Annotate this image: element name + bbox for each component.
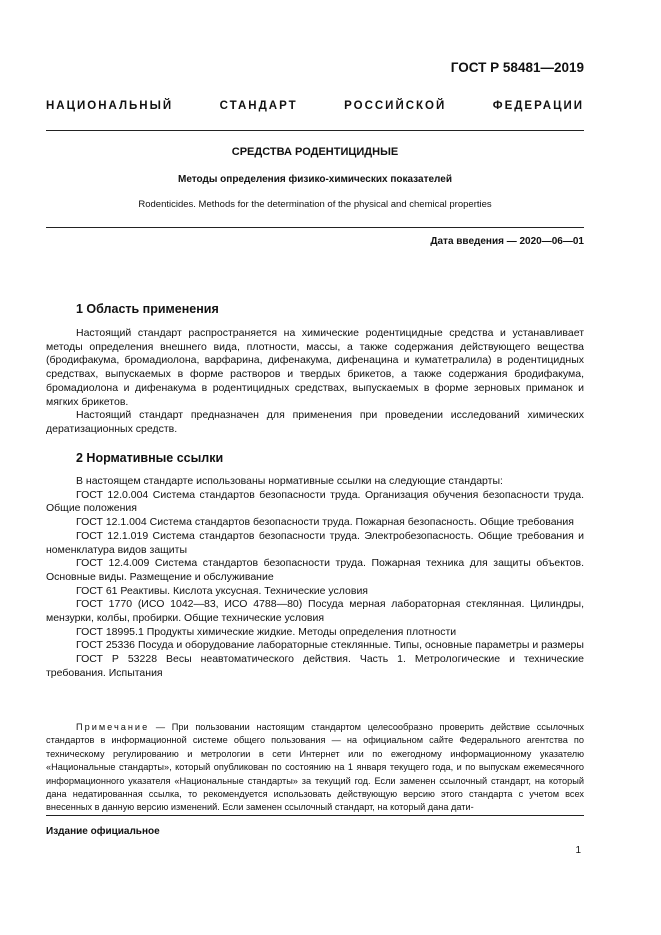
edition-label: Издание официальное [46,826,160,837]
reference-item: ГОСТ 12.0.004 Система стандартов безопасности труда. Организация обучения безопасности труда. Общие положения [46,488,584,515]
reference-item: ГОСТ 61 Реактивы. Кислота уксусная. Технические условия [76,584,368,597]
paragraph: Настоящий стандарт распространяется на химические родентицидные средства и устанавливает методы определения внешнего вида, плотности, массы, а также содержания действующего вещества (бродифакума, бромадиолона, варфарина, дифенакума, дифенацина и куматетралила) в родентицидных средствах, выпускаемых в форме растворов и твердых брикетов, а также содержания бродифакума, бромадиолона и дифенакума в родентицидных средствах, выпускаемых в форме зерновых приманок и мягких брикетов. [46,327,584,408]
reference-item: ГОСТ 12.1.004 Система стандартов безопасности труда. Пожарная безопасность. Общие требования [76,516,574,529]
reference-item: ГОСТ 25336 Посуда и оборудование лабораторные стеклянные. Типы, основные параметры и размеры [76,639,584,652]
footer-rule [46,815,584,816]
national-standard-heading: НАЦИОНАЛЬНЫЙ СТАНДАРТ РОССИЙСКОЙ ФЕДЕРАЦИИ [46,100,584,112]
reference-item: ГОСТ 18995.1 Продукты химические жидкие. Методы определения плотности [76,625,457,638]
section-1-body [46,327,584,437]
reference-item: ГОСТ Р 53228 Весы неавтоматического действия. Часть 1. Метрологические и технические требования. Испытания [46,653,584,679]
paragraph: В настоящем стандарте использованы нормативные ссылки на следующие стандарты: [76,475,503,487]
top-rule [46,130,584,131]
reference-item: ГОСТ 12.1.019 Система стандартов безопасности труда. Электробезопасность. Общие требования и номенклатура видов защиты [46,529,584,556]
paragraph: Настоящий стандарт предназначен для применения при проведении исследований химических дератизационных средств. [46,409,584,435]
section-2-body [46,475,584,681]
reference-item: ГОСТ 1770 (ИСО 1042—83, ИСО 4788—80) Посуда мерная лабораторная стеклянная. Цилиндры, мензурки, колбы, пробирки. Общие технические условия [46,598,584,625]
introduction-date: Дата введения — 2020—06—01 [430,236,584,247]
standard-english-title: Rodenticides. Methods for the determination of the physical and chemical properties [138,199,492,210]
page-number: 1 [575,845,581,856]
note-text: — При пользовании настоящим стандартом целесообразно проверить действие ссылочных стандартов в информационной системе общего пользования — на официальном сайте Федерального агентства по техническому регулированию и метрологии в сети Интернет или по ежегодному информационному указателю «Национальные стандарты», который опубликован по состоянию на 1 января текущего года, и по выпускам ежемесячного информационного указателя «Национальные стандарты» за текущий год. Если заменен ссылочный стандарт, на который дана недатированная ссылка, то рекомендуется использовать действующую версию этого стандарта с учетом всех внесенных в данную версию изменений. Если заменен ссылочный стандарт, на который дана дати- [46,722,584,813]
reference-item: ГОСТ 12.4.009 Система стандартов безопасности труда. Пожарная техника для защиты объектов. Основные виды. Размещение и обслуживание [46,557,584,583]
title-bottom-rule [46,227,584,228]
section-2-note [46,721,584,815]
note-label: Примечание [76,722,150,732]
section-1-heading: 1 Область применения [76,302,219,316]
standard-title: СРЕДСТВА РОДЕНТИЦИДНЫЕ [231,146,399,158]
section-2-heading: 2 Нормативные ссылки [76,451,224,465]
standard-subtitle: Методы определения физико-химических показателей [178,174,452,185]
document-code: ГОСТ Р 58481—2019 [450,60,584,75]
